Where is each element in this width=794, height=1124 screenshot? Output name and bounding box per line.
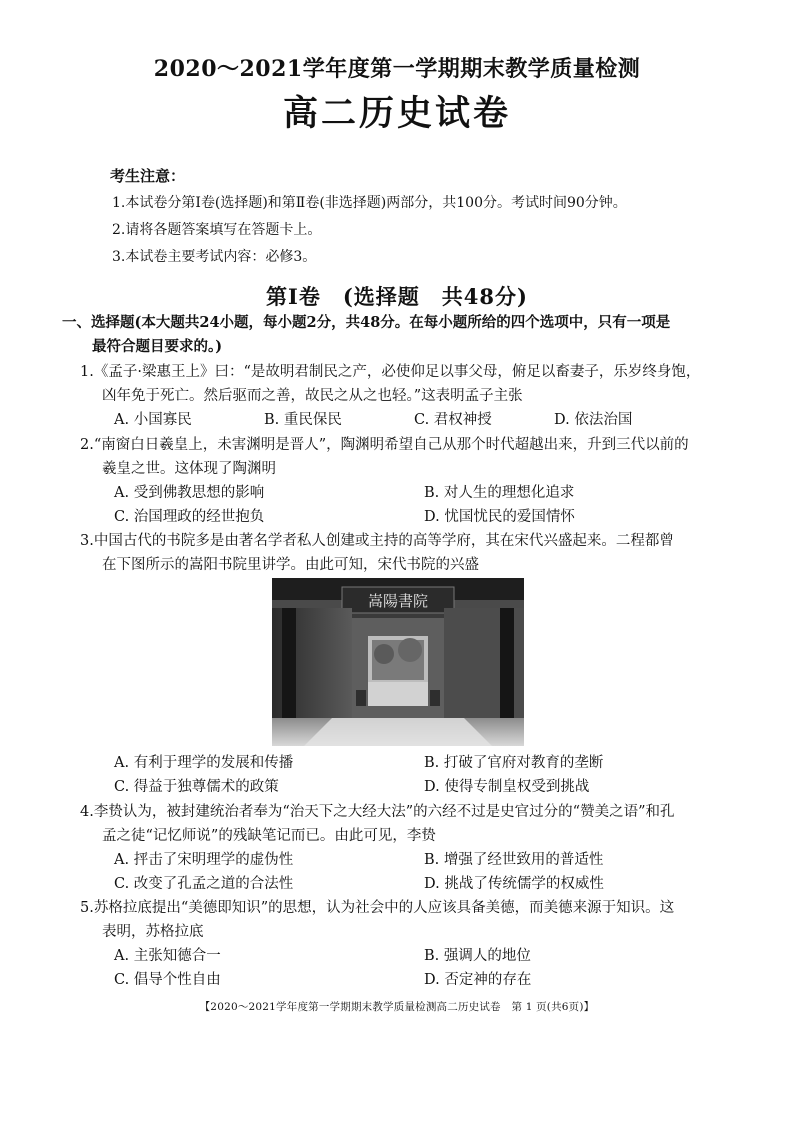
option-d: D. 忧国忧民的爱国情怀 <box>424 509 575 525</box>
notice-item: 2.请将各题答案填写在答题卡上。 <box>112 222 322 238</box>
notice-item: 3.本试卷主要考试内容：必修3。 <box>112 249 317 265</box>
option-a: A. 受到佛教思想的影响 <box>114 485 265 501</box>
option-d: D. 挑战了传统儒学的权威性 <box>424 876 604 892</box>
exam-title-line1: 2020～2021学年度第一学期期末教学质量检测 <box>153 56 641 82</box>
option-d: D. 否定神的存在 <box>424 972 532 988</box>
options-row <box>80 968 740 992</box>
plaque-text: 嵩陽書院 <box>367 592 429 610</box>
exam-title-line2: 高二历史试卷 <box>282 93 511 134</box>
question-5 <box>80 896 740 992</box>
question-text: 表明，苏格拉底 <box>102 924 204 940</box>
question-text: 孟之徒“记忆师说”的残缺笔记而已。由此可见，李贽 <box>102 828 436 844</box>
question-text: 凶年免于死亡。然后驱而之善，故民之从之也轻。”这表明孟子主张 <box>102 388 523 404</box>
options-row <box>80 481 740 505</box>
option-b: B. 对人生的理想化追求 <box>424 485 575 501</box>
options-row <box>80 751 740 775</box>
options-row <box>80 848 740 872</box>
question-text: 羲皇之世。这体现了陶渊明 <box>102 461 276 477</box>
question-text: 3.中国古代的书院多是由著名学者私人创建或主持的高等学府，其在宋代兴盛起来。二程都曾 <box>80 533 674 549</box>
instructions-line: 一、选择题(本大题共24小题，每小题2分，共48分。在每小题所给的四个选项中，只有一项是 <box>62 314 671 331</box>
songyang-academy-photo <box>272 578 524 746</box>
options-row <box>80 944 740 968</box>
option-a: A. 抨击了宋明理学的虚伪性 <box>114 852 294 868</box>
question-text: 4.李贽认为，被封建统治者奉为“治天下之大经大法”的六经不过是史官过分的“赞美之语”和孔 <box>80 804 675 820</box>
option-c: C. 得益于独尊儒术的政策 <box>114 779 279 795</box>
option-a: A. 有利于理学的发展和传播 <box>114 755 294 771</box>
option-c: C. 君权神授 <box>414 412 492 428</box>
options-row <box>80 775 740 799</box>
option-b: B. 打破了官府对教育的垄断 <box>424 755 604 771</box>
question-3 <box>80 529 740 577</box>
question-text: 5.苏格拉底提出“美德即知识”的思想，认为社会中的人应该具备美德，而美德来源于知识。这 <box>80 900 675 916</box>
question-text: 1.《孟子·梁惠王上》曰：“是故明君制民之产，必使仰足以事父母，俯足以畜妻子，乐岁终身饱， <box>80 364 701 380</box>
section-title: 第Ⅰ卷 (选择题 共48分) <box>266 284 528 309</box>
option-b: B. 增强了经世致用的普适性 <box>424 852 604 868</box>
option-c: C. 改变了孔孟之道的合法性 <box>114 876 294 892</box>
options-row <box>80 505 740 529</box>
notice-heading: 考生注意： <box>110 167 186 185</box>
option-d: D. 使得专制皇权受到挑战 <box>424 779 590 795</box>
question-1 <box>80 360 740 432</box>
question-text: 在下图所示的嵩阳书院里讲学。由此可知，宋代书院的兴盛 <box>102 557 479 573</box>
question-4 <box>80 800 740 896</box>
option-a: A. 小国寡民 <box>114 412 192 428</box>
question-2 <box>80 433 740 529</box>
option-c: C. 治国理政的经世抱负 <box>114 509 265 525</box>
candidate-notice <box>110 163 770 271</box>
question-3-options <box>80 751 740 799</box>
option-b: B. 重民保民 <box>264 412 342 428</box>
page-footer: 【2020～2021学年度第一学期期末教学质量检测高二历史试卷 第 1 页(共6页)】 <box>199 1001 595 1013</box>
options-row <box>80 872 740 896</box>
question-text: 2.“南窗白日羲皇上，未害渊明是晋人”，陶渊明希望自己从那个时代超越出来，升到三代以前的 <box>80 437 689 453</box>
option-b: B. 强调人的地位 <box>424 948 531 964</box>
instructions-line: 最符合题目要求的。) <box>92 338 223 355</box>
options-row <box>80 408 740 432</box>
notice-item: 1.本试卷分第Ⅰ卷(选择题)和第Ⅱ卷(非选择题)两部分，共100分。考试时间90分钟。 <box>112 195 627 211</box>
option-a: A. 主张知德合一 <box>114 948 221 964</box>
section-instructions <box>62 311 742 359</box>
option-d: D. 依法治国 <box>554 412 633 428</box>
option-c: C. 倡导个性自由 <box>114 972 221 988</box>
